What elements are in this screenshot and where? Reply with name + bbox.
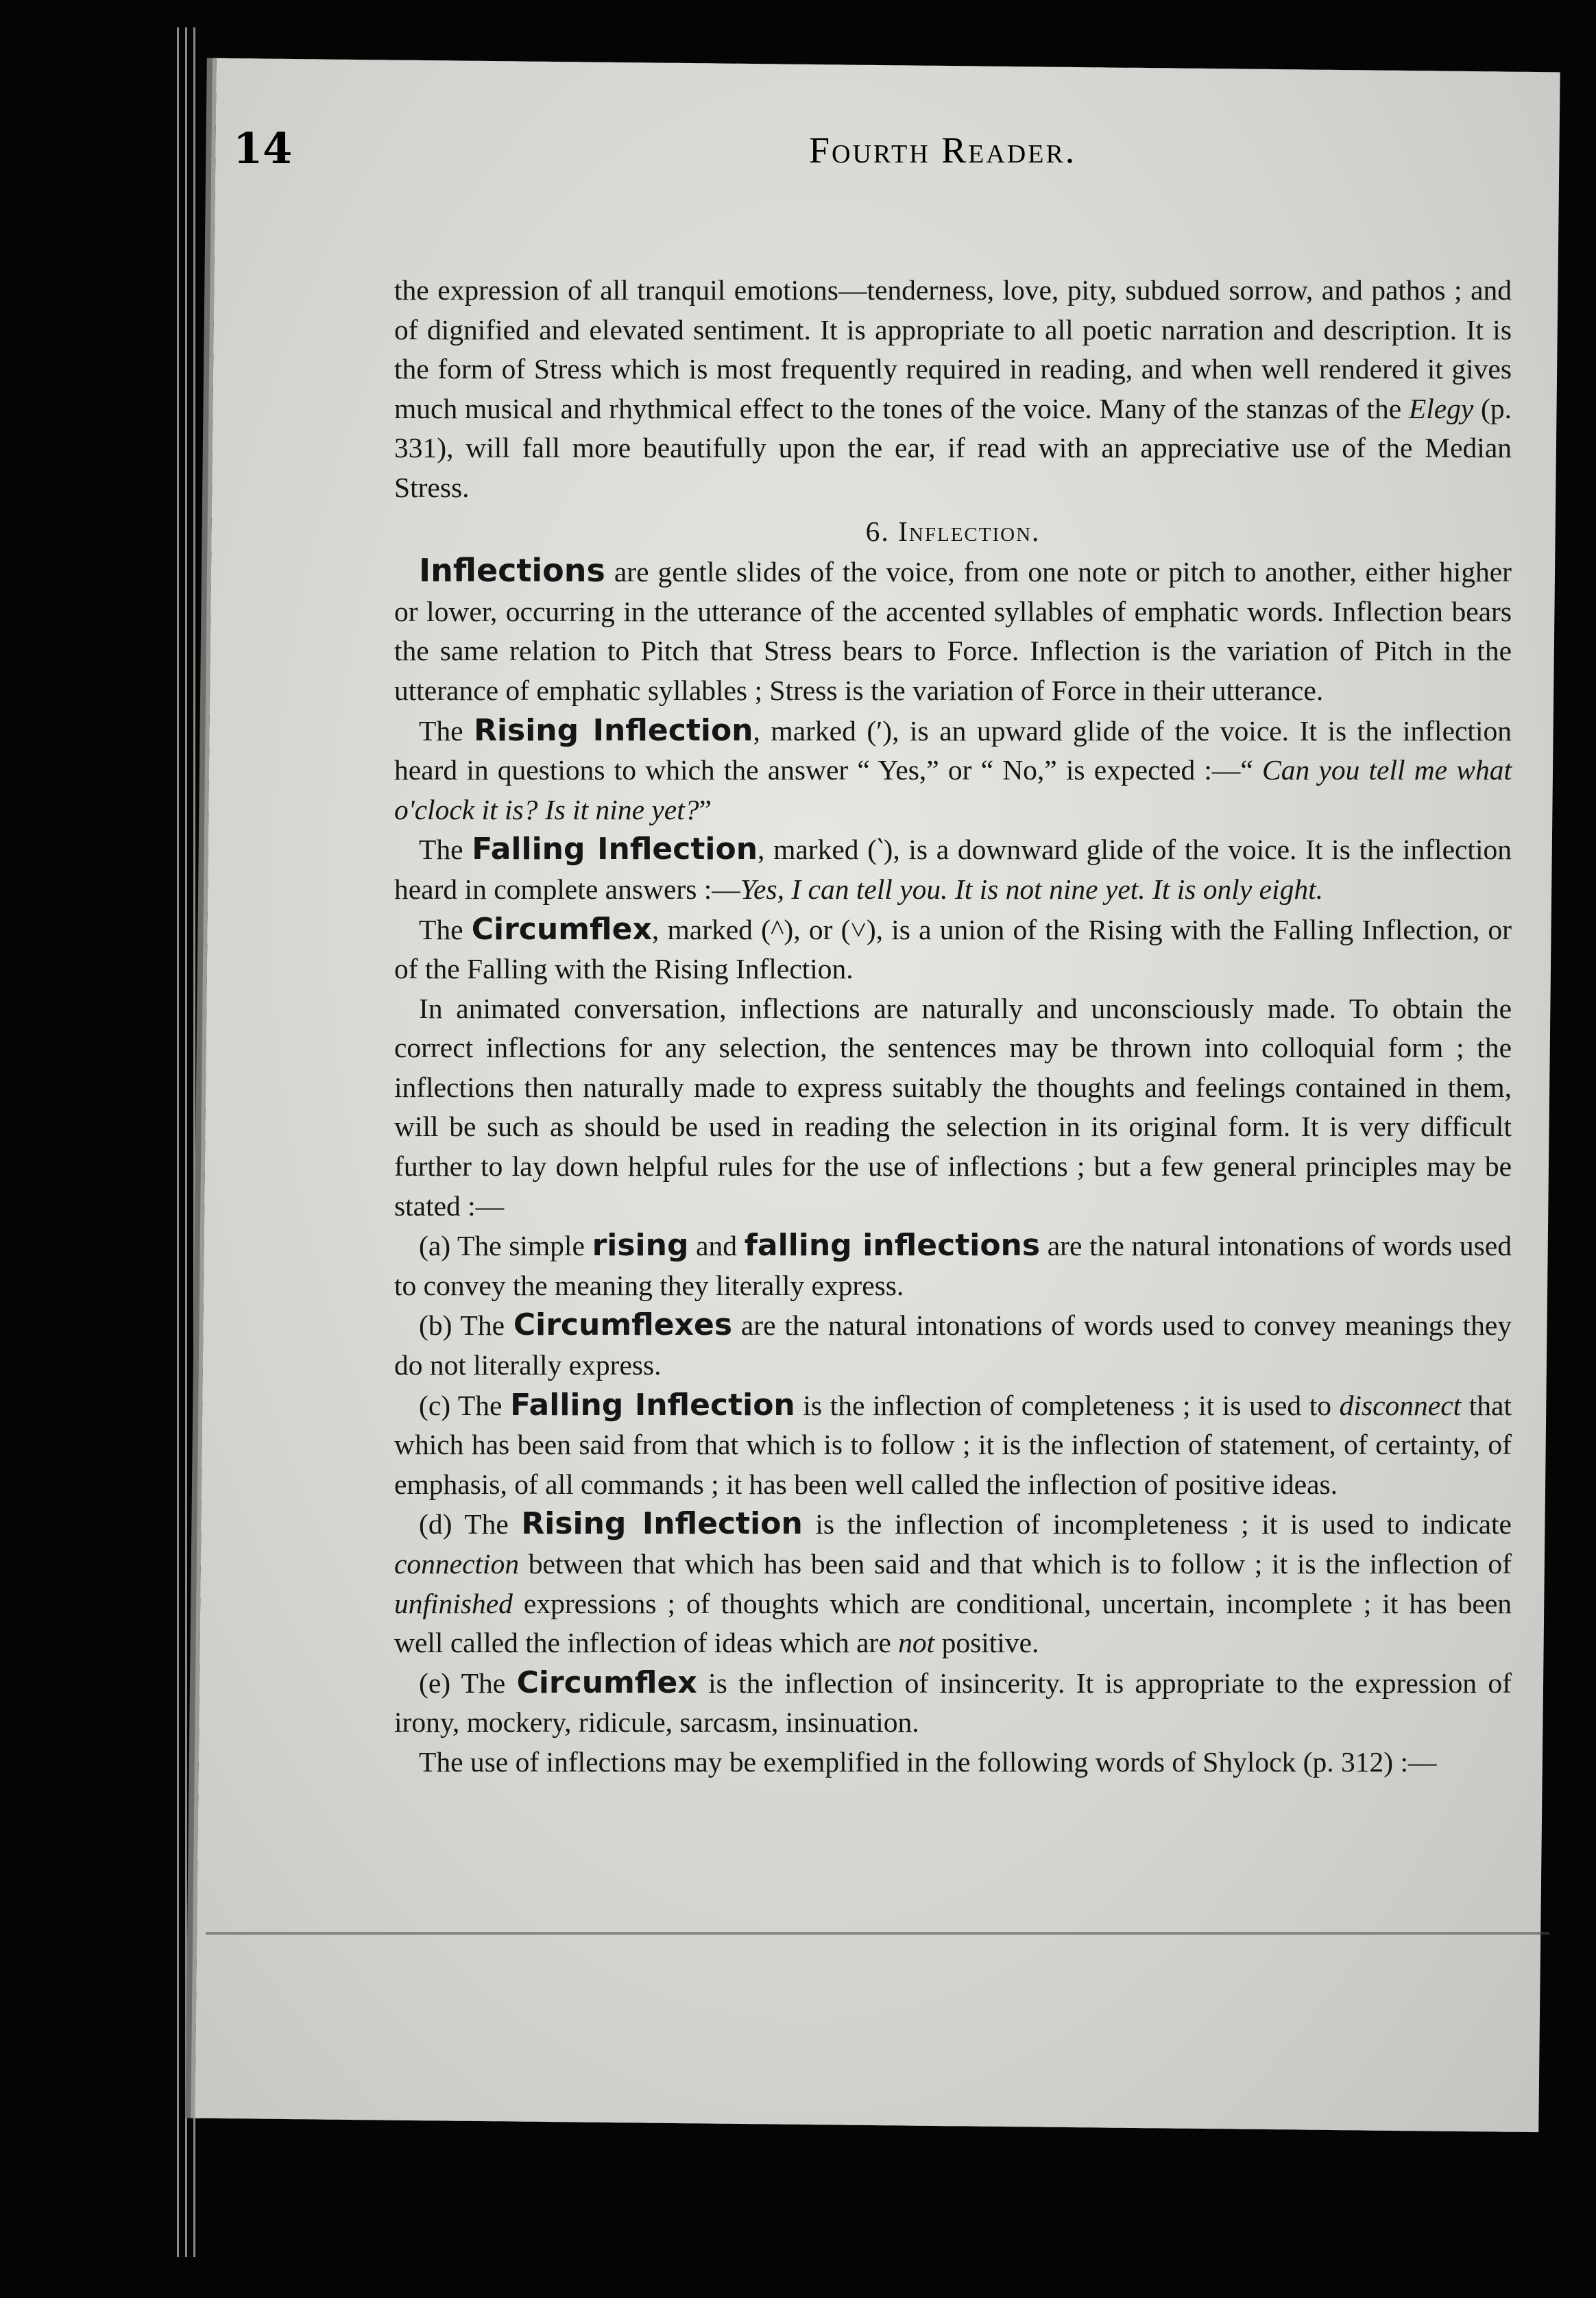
paragraph-median-stress: the expression of all tranquil emotions—tenderness, love, pity, subdued sorrow, and pathos ; and of dignified and elevated sentiment. It is appropriate to all poetic narration and description. It is the form of Stress which is most frequently required in reading, and when well rendered it gives much musical and rhythmical effect to the tones of the voice. Many of the stanzas of the Elegy (p. 331), will fall more beautifully upon the ear, if read with an appreciative use of the Median Stress. [394, 274, 1512, 503]
paragraph-conversation: In animated conversation, inflections are naturally and unconsciously made. To obtain the correct inflections for any selection, the sentences may be thrown into colloquial form ; the inflections then naturally made to express suitably the thoughts and feelings contained in them, will be such as should be used in reading the selection in its original form. It is very difficult further to lay down helpful rules for the use of inflections ; but a few general principles may be stated :— [394, 992, 1512, 1222]
principle-e: (e) The Circumflex is the inflection of insincerity. It is appropriate to the expression of irony, mockery, ridicule, sarcasm, insinuation. [394, 1665, 1512, 1739]
paragraph-inflections: Inflections are gentle slides of the voice, from one note or pitch to another, either higher or lower, occurring in the utterance of the accented syllables of emphatic words. Inflection bears the same relation to Pitch that Stress bears to Force. Inflection is the variation of Pitch in the utterance of emphatic syllables ; Stress is the variation of Force in their utterance. [394, 552, 1512, 706]
principle-d: (d) The Rising Inflection is the inflection of incompleteness ; it is used to indicate connection between that which has been said and that which is to follow ; it is the inflection of unfinished expressions ; of thoughts which are conditional, uncertain, incomplete ; it has been well called the inflection of ideas which are not positive. [394, 1506, 1512, 1659]
paragraph-falling: The Falling Inflection, marked (‵), is a downward glide of the voice. It is the inflection heard in complete answers :—Yes, I can tell you. It is not nine yet. It is only eight. [394, 832, 1512, 905]
principle-c: (c) The Falling Inflection is the inflection of completeness ; it is used to disconnect that which has been said from that which is to follow ; it is the inflection of statement, of certainty, of emphasis, of all commands ; it has been well called the inflection of positive ideas. [394, 1387, 1512, 1500]
page-header [233, 123, 1522, 206]
paragraph-shylock: The use of inflections may be exemplified in the following words of Shylock (p. 312) :— [419, 1745, 1437, 1778]
principle-a: (a) The simple rising and falling inflections are the natural intonations of words used to convey the meaning they literally express. [394, 1228, 1512, 1301]
page-edge [185, 27, 187, 2257]
principle-b: (b) The Circumflexes are the natural intonations of words used to convey meanings they do not literally express. [394, 1307, 1512, 1381]
scan-scratch-line [206, 1932, 1549, 1935]
running-title: Fourth Reader. [809, 130, 1077, 171]
page-edge [177, 27, 179, 2257]
page-number: 14 [233, 123, 293, 173]
paragraph-rising: The Rising Inflection, marked (′), is an upward glide of the voice. It is the inflection heard in questions to which the answer “ Yes,” or “ No,” is expected :—“ Can you tell me what o'clock it is? Is it nine yet?” [394, 712, 1512, 825]
page-edge [193, 27, 195, 2257]
page-body [394, 271, 1512, 1782]
section-heading: 6. Inflection. [865, 515, 1041, 547]
paragraph-circumflex: The Circumflex, marked (^), or (˅), is a union of the Rising with the Falling Inflection, or of the Falling with the Rising Inflection. [394, 911, 1512, 985]
